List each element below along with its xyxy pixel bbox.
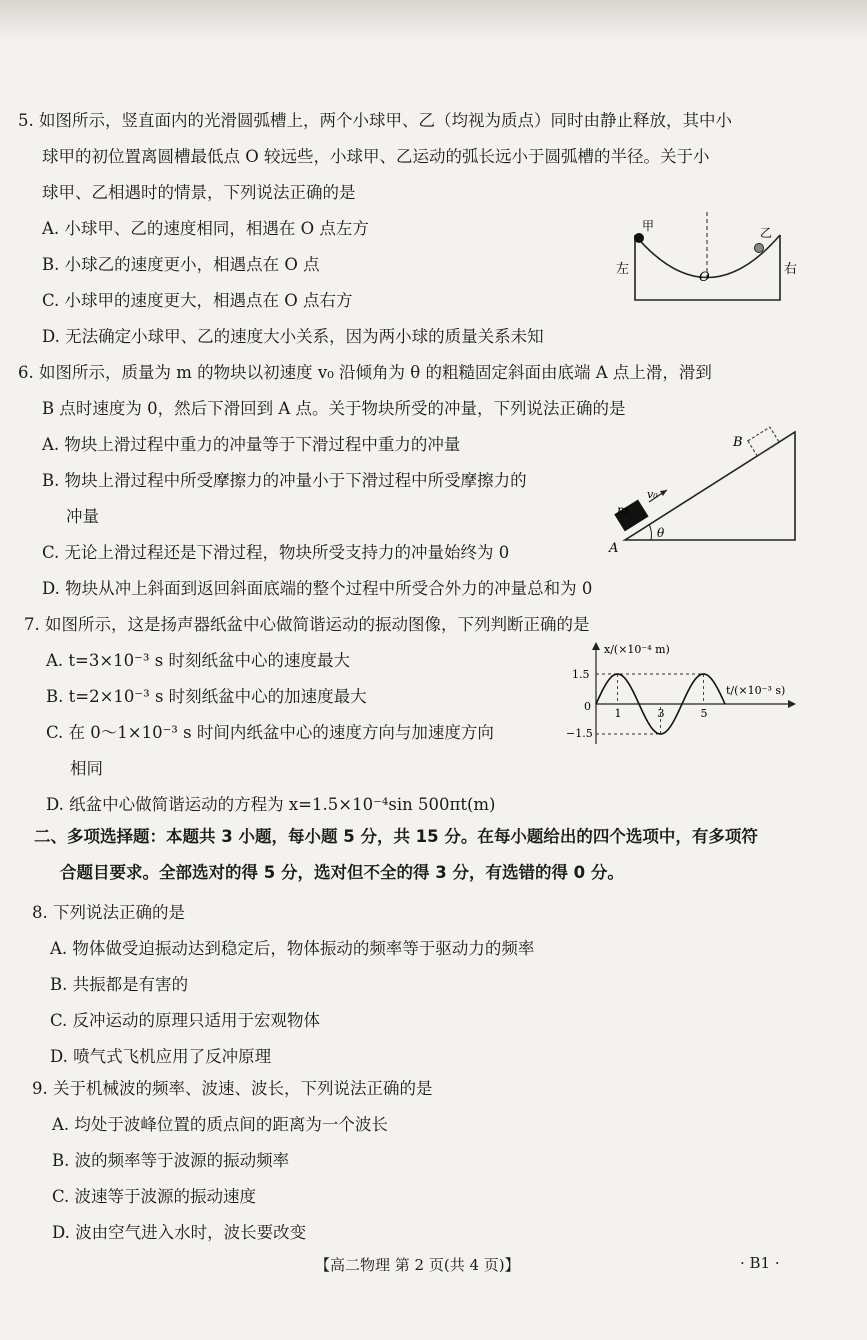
label-m: m [617, 503, 629, 517]
q5-option-d: D. 无法确定小球甲、乙的速度大小关系，因为两小球的质量关系未知 [42, 327, 544, 346]
label-a: A [609, 541, 619, 556]
q6-option-b-line2: 冲量 [66, 507, 99, 526]
q8-stem: 8. 下列说法正确的是 [32, 903, 185, 922]
q8-option-b: B. 共振都是有害的 [50, 975, 189, 994]
q5-stem-line1: 5. 如图所示，竖直面内的光滑圆弧槽上，两个小球甲、乙（均视为质点）同时由静止释放，其中小 [18, 111, 732, 130]
q5-option-a: A. 小球甲、乙的速度相同，相遇在 O 点左方 [42, 219, 369, 238]
paper-code: · B1 · [740, 1254, 780, 1272]
q6-stem-line2: B 点时速度为 0，然后下滑回到 A 点。关于物块所受的冲量，下列说法正确的是 [42, 399, 626, 418]
q9-option-c: C. 波速等于波源的振动速度 [52, 1187, 257, 1206]
block-at-b [748, 427, 780, 456]
q7-option-a: A. t=3×10⁻³ s 时刻纸盆中心的速度最大 [46, 651, 350, 670]
y-axis-label: x/(×10⁻⁴ m) [604, 643, 670, 656]
q6-option-b-line1: B. 物块上滑过程中所受摩擦力的冲量小于下滑过程中所受摩擦力的 [42, 471, 527, 490]
q8-option-c: C. 反冲运动的原理只适用于宏观物体 [50, 1011, 321, 1030]
y-tick-top: 1.5 [572, 668, 590, 681]
q7-vibration-graph [560, 640, 800, 750]
q6-option-a: A. 物块上滑过程中重力的冲量等于下滑过程中重力的冲量 [42, 435, 461, 454]
label-jia: 甲 [642, 219, 655, 233]
q5-stem-line2: 球甲的初位置离圆槽最低点 O 较远些，小球甲、乙运动的弧长远小于圆弧槽的半径。关于小 [42, 147, 710, 166]
q9-option-d: D. 波由空气进入水时，波长要改变 [52, 1223, 307, 1242]
q5-option-b: B. 小球乙的速度更小，相遇点在 O 点 [42, 255, 320, 274]
label-theta: θ [657, 526, 665, 540]
q9-option-b: B. 波的频率等于波源的振动频率 [52, 1151, 290, 1170]
x-tick-3: 3 [657, 707, 665, 720]
q5-stem-line3: 球甲、乙相遇时的情景，下列说法正确的是 [42, 183, 356, 202]
section2-header-line1: 二、多项选择题：本题共 3 小题，每小题 5 分，共 15 分。在每小题给出的四个选项中，有多项符 [34, 827, 758, 846]
q7-option-d: D. 纸盆中心做简谐运动的方程为 x=1.5×10⁻⁴sin 500πt(m) [46, 795, 496, 814]
ball-jia [634, 233, 644, 243]
page-footer: 【高二物理 第 2 页(共 4 页)】 [315, 1256, 520, 1274]
label-o: O [699, 270, 710, 285]
label-b: B [733, 435, 743, 450]
q8-option-a: A. 物体做受迫振动达到稳定后，物体振动的频率等于驱动力的频率 [50, 939, 535, 958]
scan-edge [0, 0, 867, 40]
section2-header-line2: 合题目要求。全部选对的得 5 分，选对但不全的得 3 分，有选错的得 0 分。 [60, 863, 624, 882]
ball-yi [755, 244, 764, 253]
q8-option-d: D. 喷气式飞机应用了反冲原理 [50, 1047, 272, 1066]
label-v0: v₀ [647, 488, 658, 501]
q7-stem-line1: 7. 如图所示，这是扬声器纸盆中心做简谐运动的振动图像，下列判断正确的是 [24, 615, 590, 634]
y-tick-bottom: −1.5 [566, 727, 593, 740]
q6-option-d: D. 物块从冲上斜面到返回斜面底端的整个过程中所受合外力的冲量总和为 0 [42, 579, 593, 598]
q5-option-c: C. 小球甲的速度更大，相遇点在 O 点右方 [42, 291, 353, 310]
x-tick-5: 5 [700, 707, 708, 720]
x-tick-1: 1 [614, 707, 622, 720]
label-left: 左 [616, 262, 630, 277]
x-axis-label: t/(×10⁻³ s) [726, 684, 786, 697]
q6-figure-incline [605, 420, 805, 560]
label-right: 右 [784, 262, 798, 277]
q7-option-c-line2: 相同 [70, 759, 103, 778]
q5-figure-arc-groove [612, 210, 812, 310]
q9-stem: 9. 关于机械波的频率、波速、波长，下列说法正确的是 [32, 1079, 433, 1098]
q6-stem-line1: 6. 如图所示，质量为 m 的物块以初速度 v₀ 沿倾角为 θ 的粗糙固定斜面由底端 A 点上滑，滑到 [18, 363, 712, 382]
q9-option-a: A. 均处于波峰位置的质点间的距离为一个波长 [52, 1115, 388, 1134]
q7-option-b: B. t=2×10⁻³ s 时刻纸盆中心的加速度最大 [46, 687, 367, 706]
q7-option-c-line1: C. 在 0～1×10⁻³ s 时间内纸盆中心的速度方向与加速度方向 [46, 723, 494, 742]
q6-option-c: C. 无论上滑过程还是下滑过程，物块所受支持力的冲量始终为 0 [42, 543, 510, 562]
origin-label: 0 [584, 700, 591, 713]
label-yi: 乙 [760, 226, 773, 240]
